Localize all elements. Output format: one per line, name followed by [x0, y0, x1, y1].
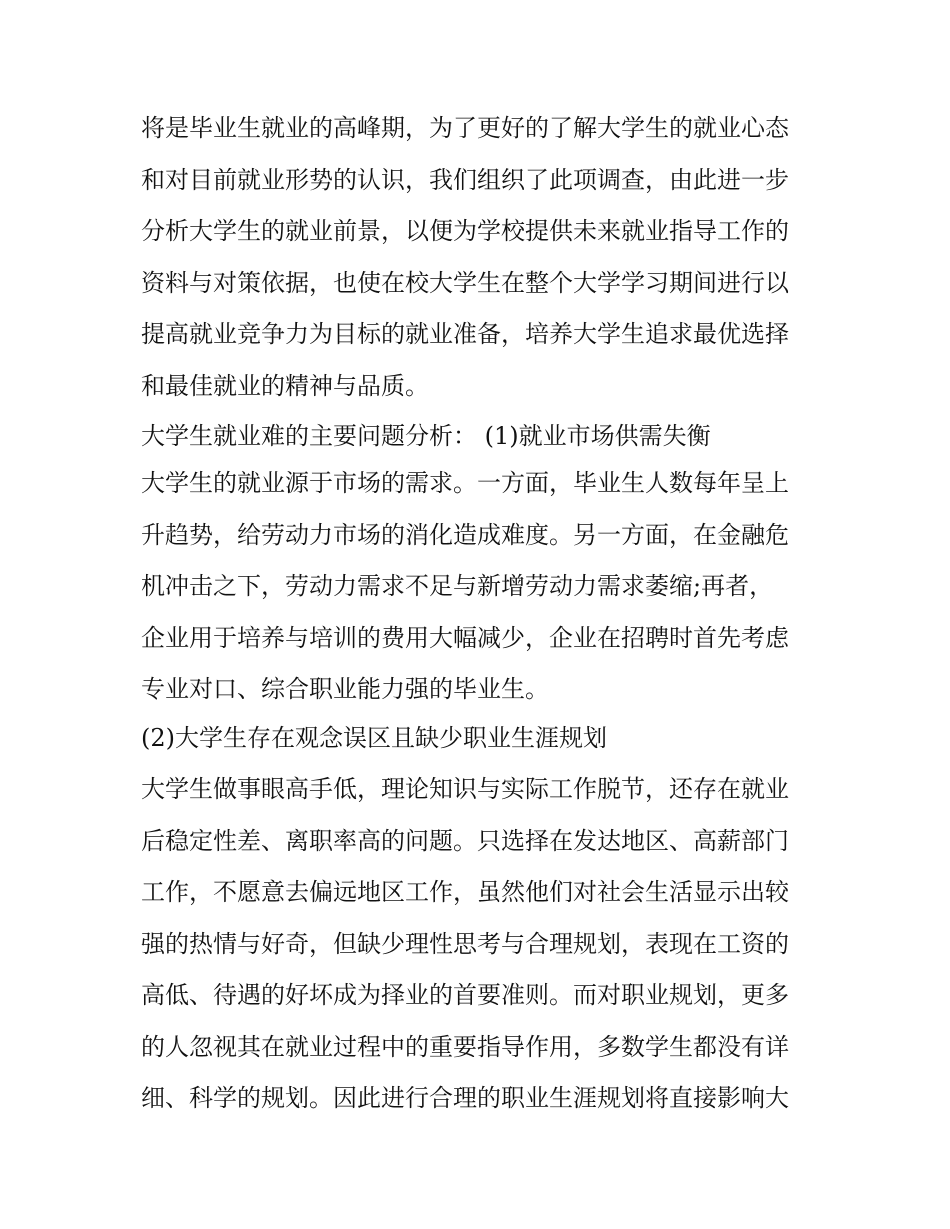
body-text-line: 和对目前就业形势的认识，我们组织了此项调查，由此进一步 — [141, 166, 789, 194]
body-text-line: 资料与对策依据，也使在校大学生在整个大学学习期间进行以 — [141, 269, 789, 297]
body-text-line: 企业用于培养与培训的费用大幅减少，企业在招聘时首先考虑 — [141, 624, 789, 652]
body-text-line: 提高就业竞争力为目标的就业准备，培养大学生追求最优选择 — [141, 320, 789, 348]
body-text-line: 大学生做事眼高手低，理论知识与实际工作脱节，还存在就业 — [141, 775, 789, 803]
section-heading-line: (2)大学生存在观念误区且缺少职业生涯规划 — [141, 724, 607, 752]
body-text-line: 强的热情与好奇，但缺少理性思考与合理规划，表现在工资的 — [141, 930, 789, 958]
section-heading-line: 大学生就业难的主要问题分析： (1)就业市场供需失衡 — [141, 422, 711, 450]
body-text-line: 大学生的就业源于市场的需求。一方面，毕业生人数每年呈上 — [141, 469, 789, 497]
body-text-line: 分析大学生的就业前景，以便为学校提供未来就业指导工作的 — [141, 217, 789, 245]
body-text-line: 机冲击之下，劳动力需求不足与新增劳动力需求萎缩;再者， — [141, 572, 774, 600]
body-text-line: 后稳定性差、离职率高的问题。只选择在发达地区、高薪部门 — [141, 827, 789, 855]
body-text-line: 高低、待遇的好坏成为择业的首要准则。而对职业规划，更多 — [141, 981, 789, 1009]
body-text-line: 的人忽视其在就业过程中的重要指导作用，多数学生都没有详 — [141, 1033, 789, 1061]
body-text-line: 细、科学的规划。因此进行合理的职业生涯规划将直接影响大 — [141, 1084, 789, 1112]
body-text-line: 升趋势，给劳动力市场的消化造成难度。另一方面，在金融危 — [141, 521, 789, 549]
body-text-line: 专业对口、综合职业能力强的毕业生。 — [141, 675, 549, 703]
body-text-line: 工作，不愿意去偏远地区工作，虽然他们对社会生活显示出较 — [141, 878, 789, 906]
body-text-line: 将是毕业生就业的高峰期，为了更好的了解大学生的就业心态 — [141, 114, 789, 142]
body-text-line: 和最佳就业的精神与品质。 — [141, 372, 429, 400]
